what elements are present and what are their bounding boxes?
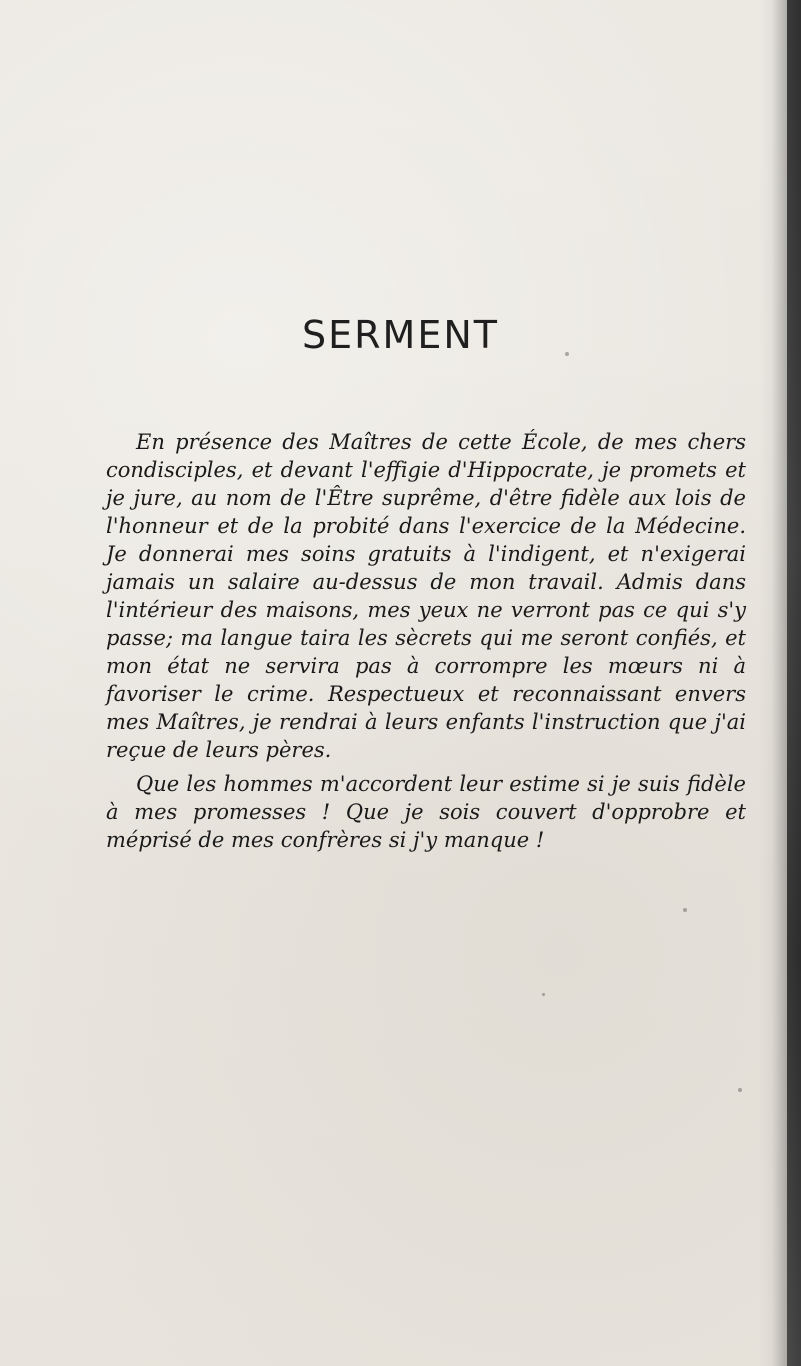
paper-speck — [738, 1088, 742, 1092]
oath-paragraph-1: En présence des Maîtres de cette École, de mes chers condisciples, et devant l'effigie d'Hippocrate, je promets et je jure, au nom de l'Être suprême, d'être fidèle aux lois de l'honneur et de la probité dans l'exercice de la Médecine. Je donnerai mes soins gratuits à l'indigent, et n'exigerai jamais un salaire au-dessus de mon travail. Admis dans l'intérieur des maisons, mes yeux ne verront pas ce qui s'y passe; ma langue taira les sècrets qui me seront confiés, et mon état ne servira pas à corrompre les mœurs ni à favoriser le crime. Respectueux et reconnaissant envers mes Maîtres, je rendrai à leurs enfants l'instruction que j'ai reçue de leurs pères. — [106, 430, 746, 762]
document-title: SERMENT — [302, 313, 499, 357]
oath-paragraph-2: Que les hommes m'accordent leur estime si je suis fidèle à mes promesses ! Que je sois couvert d'opprobre et méprisé de mes confrères si j'y manque ! — [106, 772, 746, 852]
page-edge-binding — [787, 0, 801, 1366]
paper-speck — [683, 908, 687, 912]
oath-text — [106, 428, 746, 854]
paper-speck — [542, 993, 545, 996]
